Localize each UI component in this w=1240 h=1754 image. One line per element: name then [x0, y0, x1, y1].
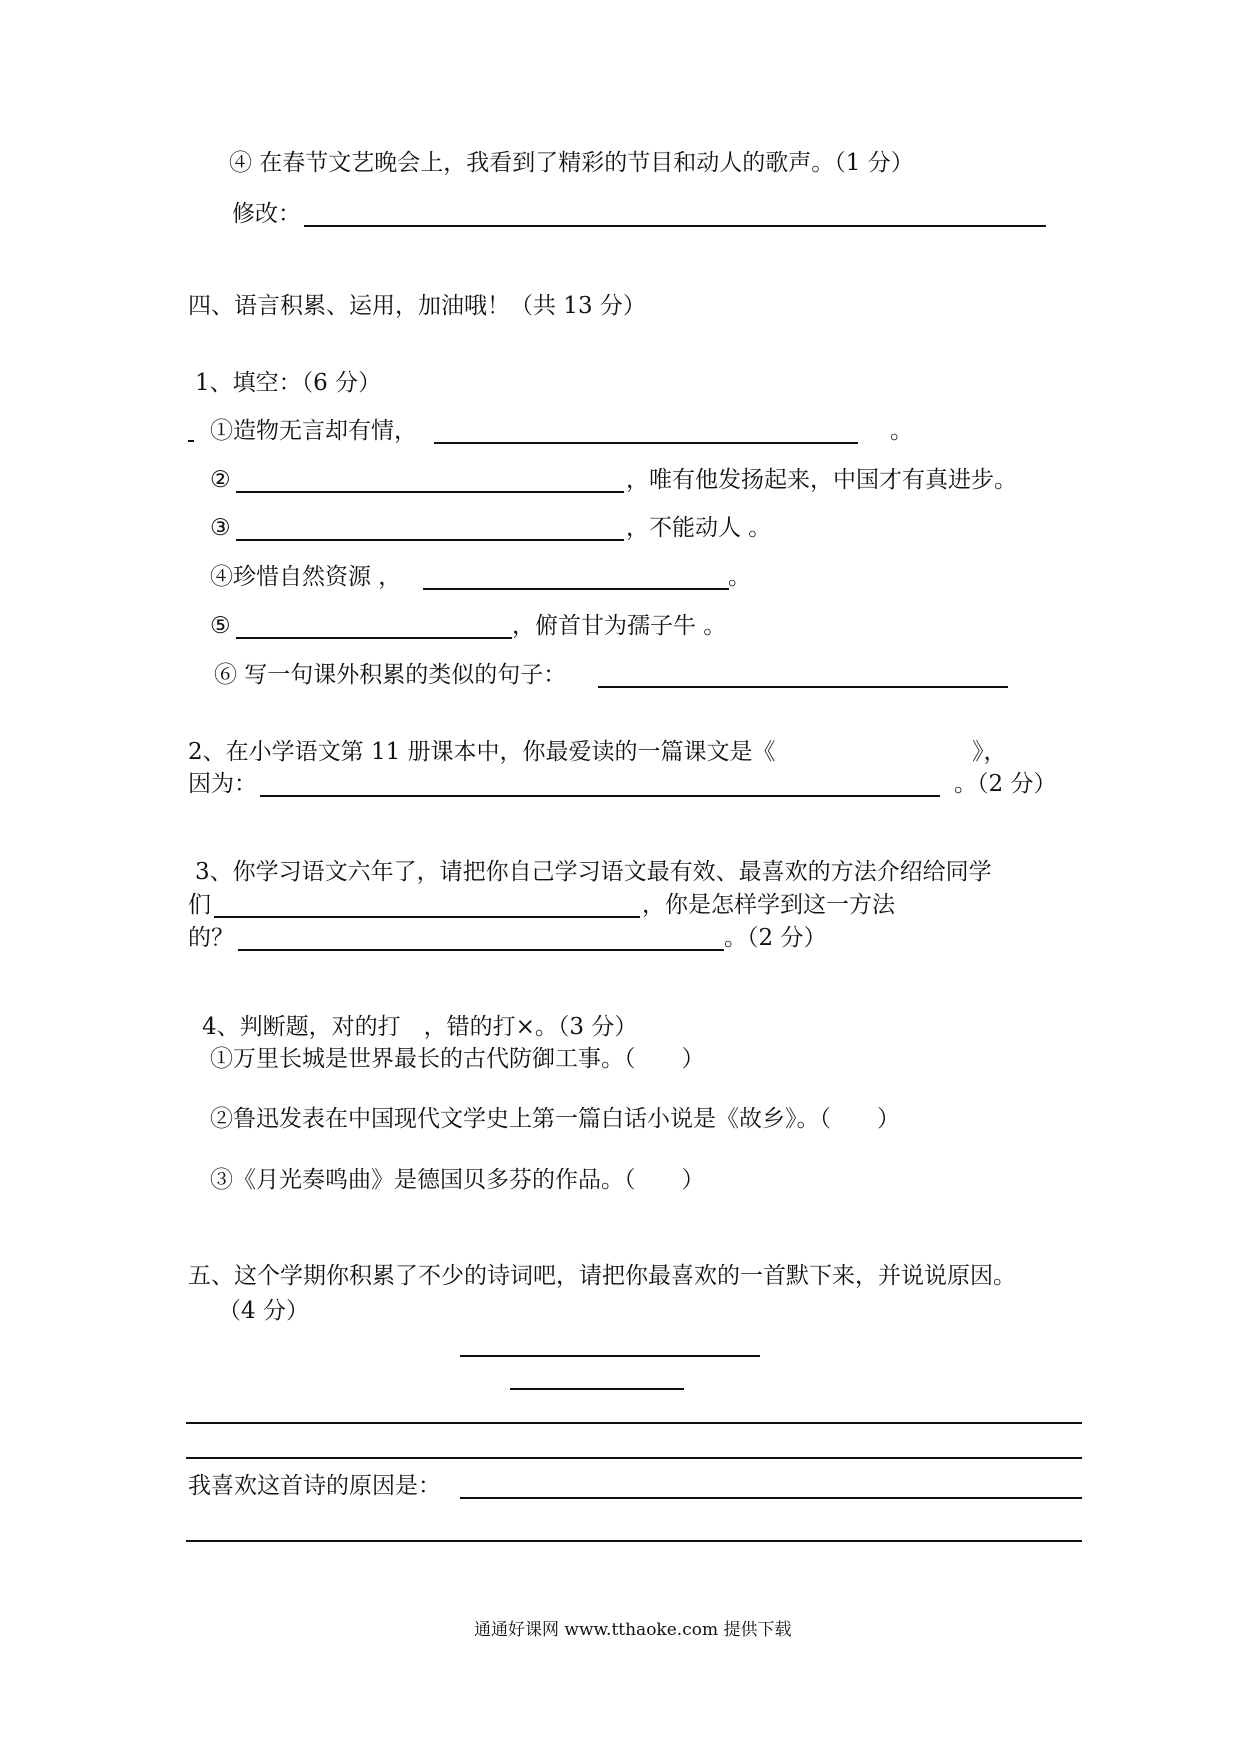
- fill-5-blank[interactable]: [236, 637, 512, 639]
- fill-2-prefix: ②: [210, 467, 231, 493]
- footer-credit: 通通好课网 www.tthaoke.com 提供下载: [474, 1620, 792, 1640]
- fill-4-prefix: ④珍惜自然资源 ，: [210, 564, 402, 590]
- section-5-title: 五、这个学期你积累了不少的诗词吧，请把你最喜欢的一首默下来，并说说原因。: [188, 1263, 1016, 1289]
- poem-title-blank[interactable]: [460, 1355, 760, 1357]
- reason-blank[interactable]: [460, 1497, 1082, 1499]
- fill-3-prefix: ③: [210, 515, 231, 541]
- fill-1-blank[interactable]: [434, 442, 858, 444]
- q2-reason-blank[interactable]: [260, 795, 940, 797]
- q2-because-label: 因为：: [188, 771, 257, 797]
- section-5-points: （4 分）: [218, 1298, 309, 1324]
- q4-item-3: ③《月光奏鸣曲》是德国贝多芬的作品。（ ）: [210, 1167, 705, 1193]
- fix-label: 修改：: [232, 201, 301, 227]
- q2-close-bracket: 》，: [972, 739, 1007, 765]
- fill-3-suffix: ，不能动人 。: [626, 515, 772, 541]
- q2-line1: 2、在小学语文第 11 册课本中，你最爱读的一篇课文是《: [188, 739, 776, 765]
- reason-label: 我喜欢这首诗的原因是：: [188, 1473, 441, 1499]
- q3-how-blank[interactable]: [238, 949, 724, 951]
- fix-answer-line[interactable]: [304, 225, 1046, 227]
- q3-points: 。（2 分）: [724, 925, 827, 951]
- fill-2-blank[interactable]: [236, 491, 624, 493]
- q3-line2-suffix: ，你是怎样学到这一方法: [642, 892, 895, 918]
- fill-5-suffix: ，俯首甘为孺子牛 。: [512, 613, 727, 639]
- poem-line-2[interactable]: [186, 1457, 1082, 1459]
- section-4-title: 四、语言积累、运用，加油哦！（共 13 分）: [188, 293, 646, 319]
- q3-line1: 3、你学习语文六年了，请把你自己学习语文最有效、最喜欢的方法介绍给同学: [195, 859, 992, 885]
- fill-4-suffix: 。: [728, 564, 751, 590]
- q1-title: 1、填空：（6 分）: [195, 370, 382, 396]
- poem-author-blank[interactable]: [510, 1388, 684, 1390]
- fill-5-prefix: ⑤: [210, 613, 231, 639]
- q3-line3-prefix: 的？: [188, 925, 234, 951]
- reason-line-2[interactable]: [186, 1540, 1082, 1542]
- poem-line-1[interactable]: [186, 1422, 1082, 1424]
- item-4-sentence: ④ 在春节文艺晚会上，我看到了精彩的节目和动人的歌声。（1 分）: [229, 150, 914, 176]
- fill-1-suffix: 。: [890, 418, 913, 444]
- fill-1-prefix: ①造物无言却有情，: [210, 418, 417, 444]
- q3-line2-prefix: 们: [188, 892, 211, 918]
- q4-title: 4、判断题，对的打 ，错的打×。（3 分）: [202, 1014, 638, 1040]
- q4-item-2: ②鲁迅发表在中国现代文学史上第一篇白话小说是《故乡》。（ ）: [210, 1106, 900, 1132]
- q2-points: 。（2 分）: [954, 771, 1057, 797]
- fill-4-blank[interactable]: [423, 588, 729, 590]
- q4-item-1: ①万里长城是世界最长的古代防御工事。（ ）: [210, 1046, 705, 1072]
- fill-6-prefix: ⑥ 写一句课外积累的类似的句子：: [214, 662, 567, 688]
- fill-6-blank[interactable]: [598, 686, 1008, 688]
- margin-mark: [188, 440, 194, 442]
- q3-method-blank[interactable]: [214, 916, 640, 918]
- fill-3-blank[interactable]: [236, 539, 624, 541]
- fill-2-suffix: ，唯有他发扬起来，中国才有真进步。: [626, 467, 1017, 493]
